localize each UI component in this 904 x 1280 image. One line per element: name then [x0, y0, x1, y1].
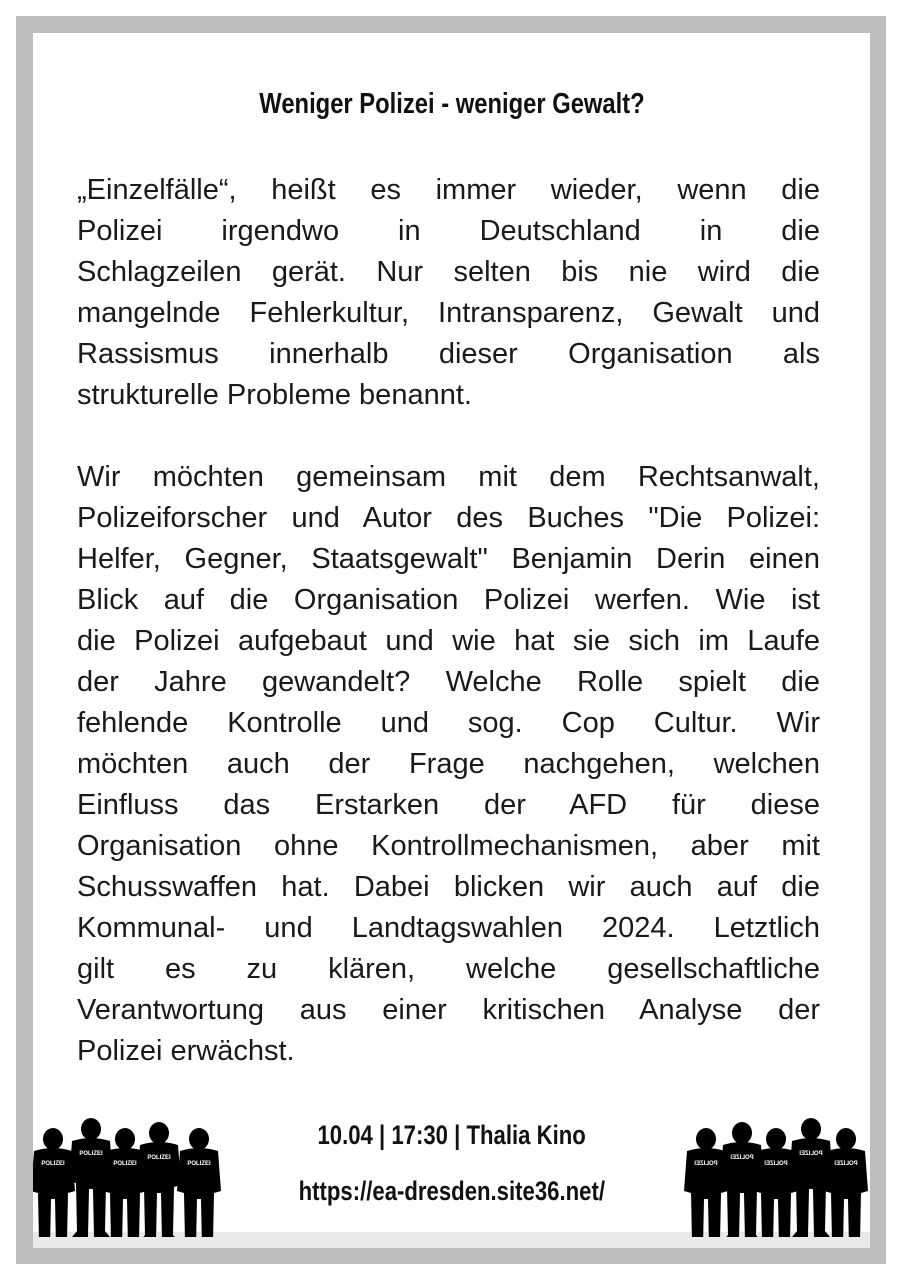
- police-figure-icon: [754, 1128, 798, 1237]
- text-line: Polizeiforscher und Autor des Buches "Die Polizei:: [77, 502, 820, 534]
- text-line: mangelnde Fehlerkultur, Intransparenz, Gewalt und: [77, 297, 820, 329]
- flyer-title: [0, 88, 904, 121]
- svg-text:POLIZEI: POLIZEI: [41, 1161, 65, 1167]
- title-text: Weniger Polizei - weniger Gewalt?: [259, 88, 645, 120]
- text-line: strukturelle Probleme benannt.: [77, 379, 472, 411]
- police-silhouettes-right-icon: [676, 1115, 876, 1237]
- text-line: Kommunal- und Landtagswahlen 2024. Letztlich: [77, 912, 820, 944]
- text-line: Organisation ohne Kontrollmechanismen, aber mit: [77, 830, 820, 862]
- text-line: „Einzelfälle“, heißt es immer wieder, wenn die: [77, 174, 820, 206]
- text-line: die Polizei aufgebaut und wie hat sie sich im Laufe: [77, 625, 820, 657]
- paragraph-intro: [77, 170, 820, 416]
- text-line: Helfer, Gegner, Staatsgewalt" Benjamin Derin einen: [77, 543, 820, 575]
- police-figure-icon: [137, 1122, 181, 1237]
- police-silhouettes-left-icon: [33, 1115, 233, 1237]
- svg-text:POLIZEI: POLIZEI: [834, 1161, 858, 1167]
- svg-text:POLIZEI: POLIZEI: [113, 1161, 137, 1167]
- text-line: Einfluss das Erstarken der AFD für diese: [77, 789, 820, 821]
- text-line: Blick auf die Organisation Polizei werfen. Wie ist: [77, 584, 820, 616]
- text-line: der Jahre gewandelt? Welche Rolle spielt die: [77, 666, 820, 698]
- text-line: Verantwortung aus einer kritischen Analyse der: [77, 994, 820, 1026]
- police-figure-icon: [33, 1128, 75, 1237]
- svg-text:POLIZEI: POLIZEI: [187, 1161, 211, 1167]
- paragraph-event-description: [77, 457, 820, 1072]
- svg-text:POLIZEI: POLIZEI: [79, 1151, 103, 1157]
- text-line: Wir möchten gemeinsam mit dem Rechtsanwalt,: [77, 461, 820, 493]
- text-line: möchten auch der Frage nachgehen, welchen: [77, 748, 820, 780]
- text-line: gilt es zu klären, welche gesellschaftliche: [77, 953, 820, 985]
- svg-text:POLIZEI: POLIZEI: [147, 1155, 171, 1161]
- event-info-text: 10.04 | 17:30 | Thalia Kino: [317, 1120, 587, 1150]
- text-line: Rassismus innerhalb dieser Organisation als: [77, 338, 820, 370]
- text-line: Polizei irgendwo in Deutschland in die: [77, 215, 820, 247]
- text-line: Schusswaffen hat. Dabei blicken wir auch auf die: [77, 871, 820, 903]
- svg-text:POLIZEI: POLIZEI: [799, 1151, 823, 1157]
- text-line: Schlagzeilen gerät. Nur selten bis nie wird die: [77, 256, 820, 288]
- event-url-link[interactable]: https://ea-dresden.site36.net/: [298, 1176, 606, 1206]
- svg-text:POLIZEI: POLIZEI: [694, 1161, 718, 1167]
- police-figure-icon: [824, 1128, 868, 1237]
- svg-text:POLIZEI: POLIZEI: [764, 1161, 788, 1167]
- svg-text:POLIZEI: POLIZEI: [730, 1155, 754, 1161]
- text-line: Polizei erwächst.: [77, 1035, 295, 1067]
- police-figure-icon: [177, 1128, 221, 1237]
- text-line: fehlende Kontrolle und sog. Cop Cultur. Wir: [77, 707, 820, 739]
